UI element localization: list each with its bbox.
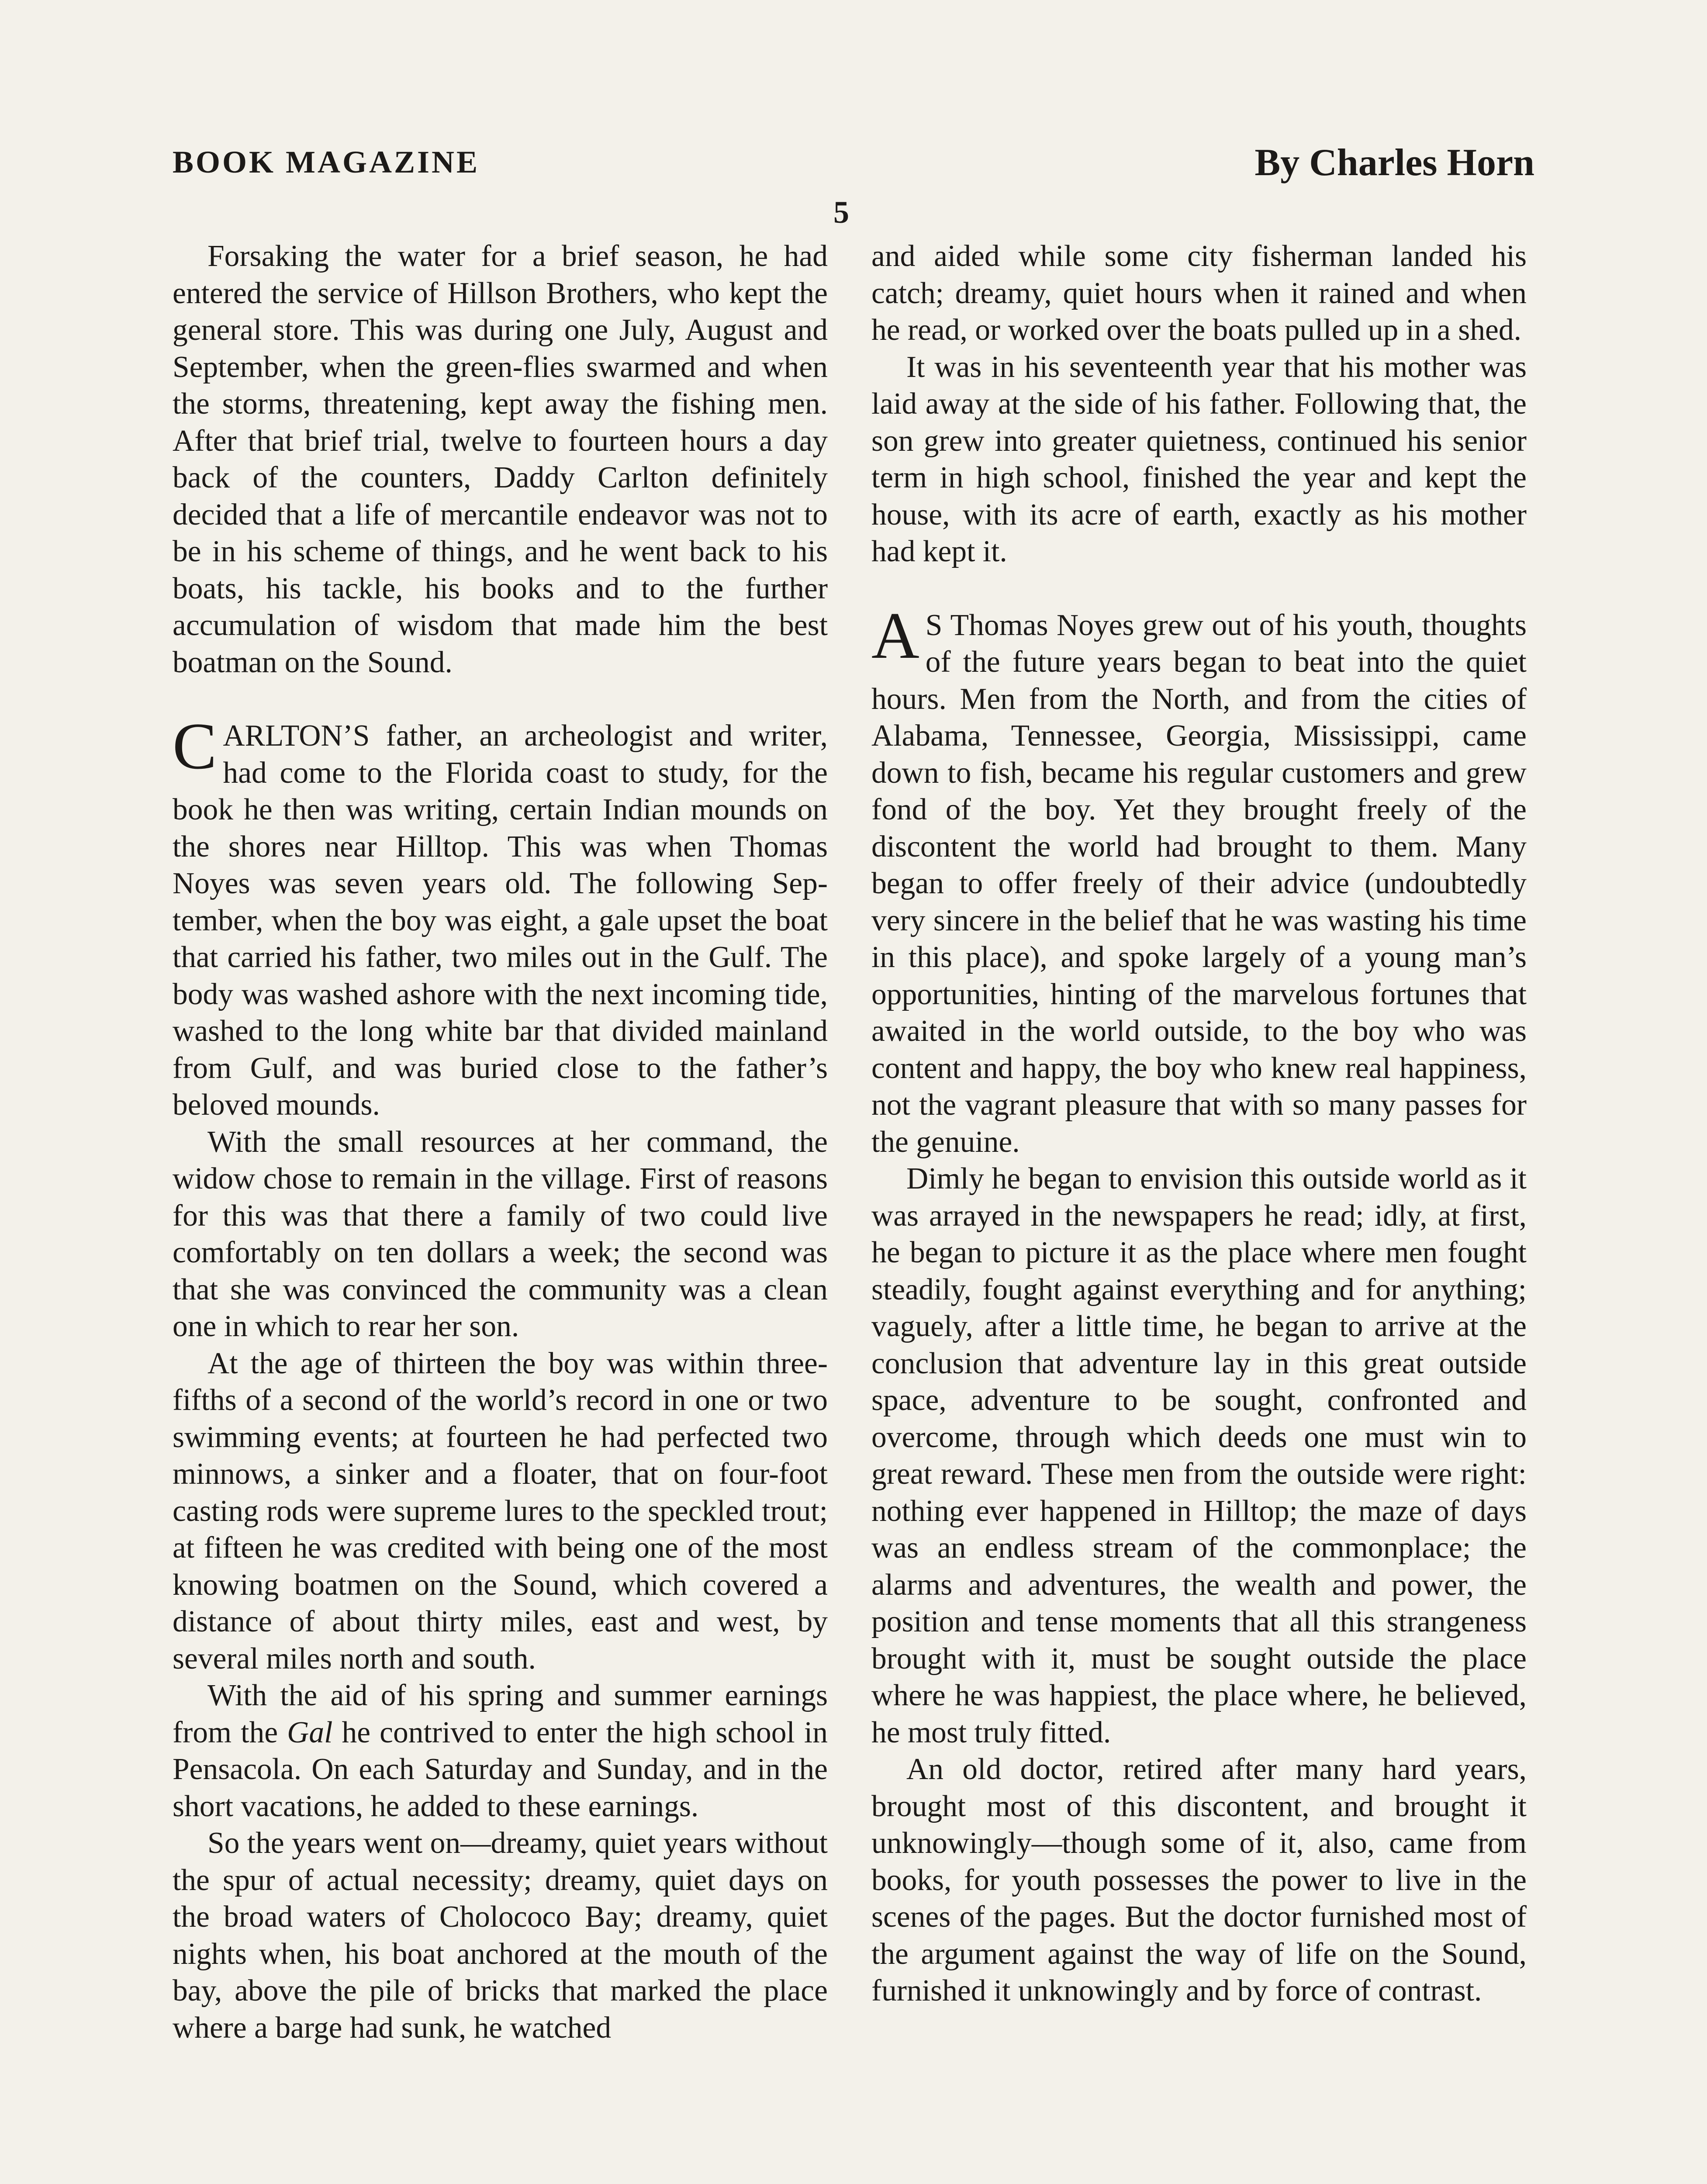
paragraph-with-dropcap — [173, 709, 828, 1124]
paragraph: So the years went on—dreamy, quiet years without the spur of actual necessity; dreamy, quiet days on the broad waters of Cholococo Bay; dreamy, quiet nights when, his boat anchored at the mouth of the bay, above the pile of bricks that marked the place where a barge had sunk, he watched — [173, 1826, 828, 2045]
paragraph: At the age of thirteen the boy was within three-fifths of a second of the world’s record in one or two swimming events; at fourteen he had perfected two minnows, a sinker and a floater, that on four-foot casting rods were supreme lures to the speckled trout; at fifteen he was credited with being one of the most knowing boatmen on the Sound, which covered a distance of about thirty miles, east and west, by several miles north and south. — [173, 1346, 828, 1676]
paragraph-text: he contrived to enter the high school in Pensacola. On each Saturday and Sunday, and in the short vacations, he added to these earnings. — [173, 1715, 828, 1823]
paragraph-text: With the aid of his spring and summer earnings from the — [173, 1679, 828, 1749]
paragraph: Dimly he began to envision this outside world as it was arrayed in the newspapers he read; idly, at first, he began to picture it as the place where men fought steadily, fought against everything and for anything; vaguely, after a little time, he began to arrive at the conclusion that adventure lay in this great outside space, adventure to be sought, confronted and overcome, through which deeds one must win to great reward. These men from the outside were right: nothing ever happened in Hilltop; the maze of days was an endless stream of the commonplace; the alarms and adventures, the wealth and power, the position and tense moments that all this strangeness brought with it, must be sought outside the place where he was happiest, the place where, he believed, he most truly fitted. — [871, 1162, 1527, 1749]
paragraph: and aided while some city fisherman landed his catch; dreamy, quiet hours when it rained and when he read, or worked over the boats pulled up in a shed. — [871, 239, 1527, 347]
boat-name: Gal — [287, 1715, 333, 1749]
paragraph-text: ARLTON’S father, an archeologist and writer, had come to the Florida coast to study, for the book he then was writing, certain Indian mounds on the shores near Hilltop. This was when Thomas Noyes was seven years old. The following September, when the boy was eight, a gale upset the boat that carried his father, two miles out in the Gulf. The body was washed ashore with the next incoming tide, washed to the long white bar that divided mainland from Gulf, and was buried close to the father’s beloved mounds. — [173, 719, 828, 1122]
left-column — [173, 238, 828, 2046]
paragraph: Forsaking the water for a brief season, he had entered the service of Hillson Brothers, who kept the general store. This was during one July, August and September, when the green-flies swarmed and when the storms, threatening, kept away the fishing men. After that brief trial, twelve to fourteen hours a day back of the counters, Daddy Carlton definitely decided that a life of mercantile endeavor was not to be in his scheme of things, and he went back to his boats, his tackle, his books and to the further accumulation of wisdom that made him the best boatman on the Sound. — [173, 239, 828, 679]
drop-cap: A — [871, 598, 919, 672]
page-number: 5 — [833, 195, 849, 230]
magazine-title: BOOK MAGAZINE — [173, 145, 480, 180]
right-column — [871, 238, 1527, 2010]
paragraph — [173, 1677, 828, 1825]
paragraph: It was in his seventeenth year that his mother was laid away at the side of his father. Following that, the son grew into greater quietness, continued his senior term in high school, finished the year and kept the house, with its acre of earth, exactly as his mother had kept it. — [871, 350, 1527, 568]
paragraph: An old doctor, retired after many hard years, brought most of this discontent, and brought it unknowingly—though some of it, also, came from books, for youth possesses the power to live in the scenes of the pages. But the doctor furnished most of the argument against the way of life on the Sound, furnished it unknowingly and by force of contrast. — [871, 1752, 1527, 2008]
paragraph-with-dropcap — [871, 598, 1527, 1161]
paragraph: With the small resources at her command, the widow chose to remain in the village. First of reasons for this was that there a family of two could live comfortably on ten dollars a week; the second was that she was convinced the community was a clean one in which to rear her son. — [173, 1125, 828, 1343]
paragraph-text: S Thomas Noyes grew out of his youth, thoughts of the future years began to beat into the quiet hours. Men from the North, and from the cities of Alabama, Tennessee, Georgia, Mississippi, came down to fish, became his regular customers and grew fond of the boy. Yet they brought freely of the discontent the world had brought to them. Many began to offer freely of their advice (undoubtedly very sincere in the belief that he was wasting his time in this place), and spoke largely of a young man’s opportunities, hinting of the marvelous fortunes that awaited in the world outside, to the boy who was content and happy, the boy who knew real happiness, not the vagrant pleasure that with so many passes for the genuine. — [871, 608, 1527, 1159]
drop-cap: C — [173, 709, 217, 783]
author-byline: By Charles Horn — [1254, 142, 1534, 184]
